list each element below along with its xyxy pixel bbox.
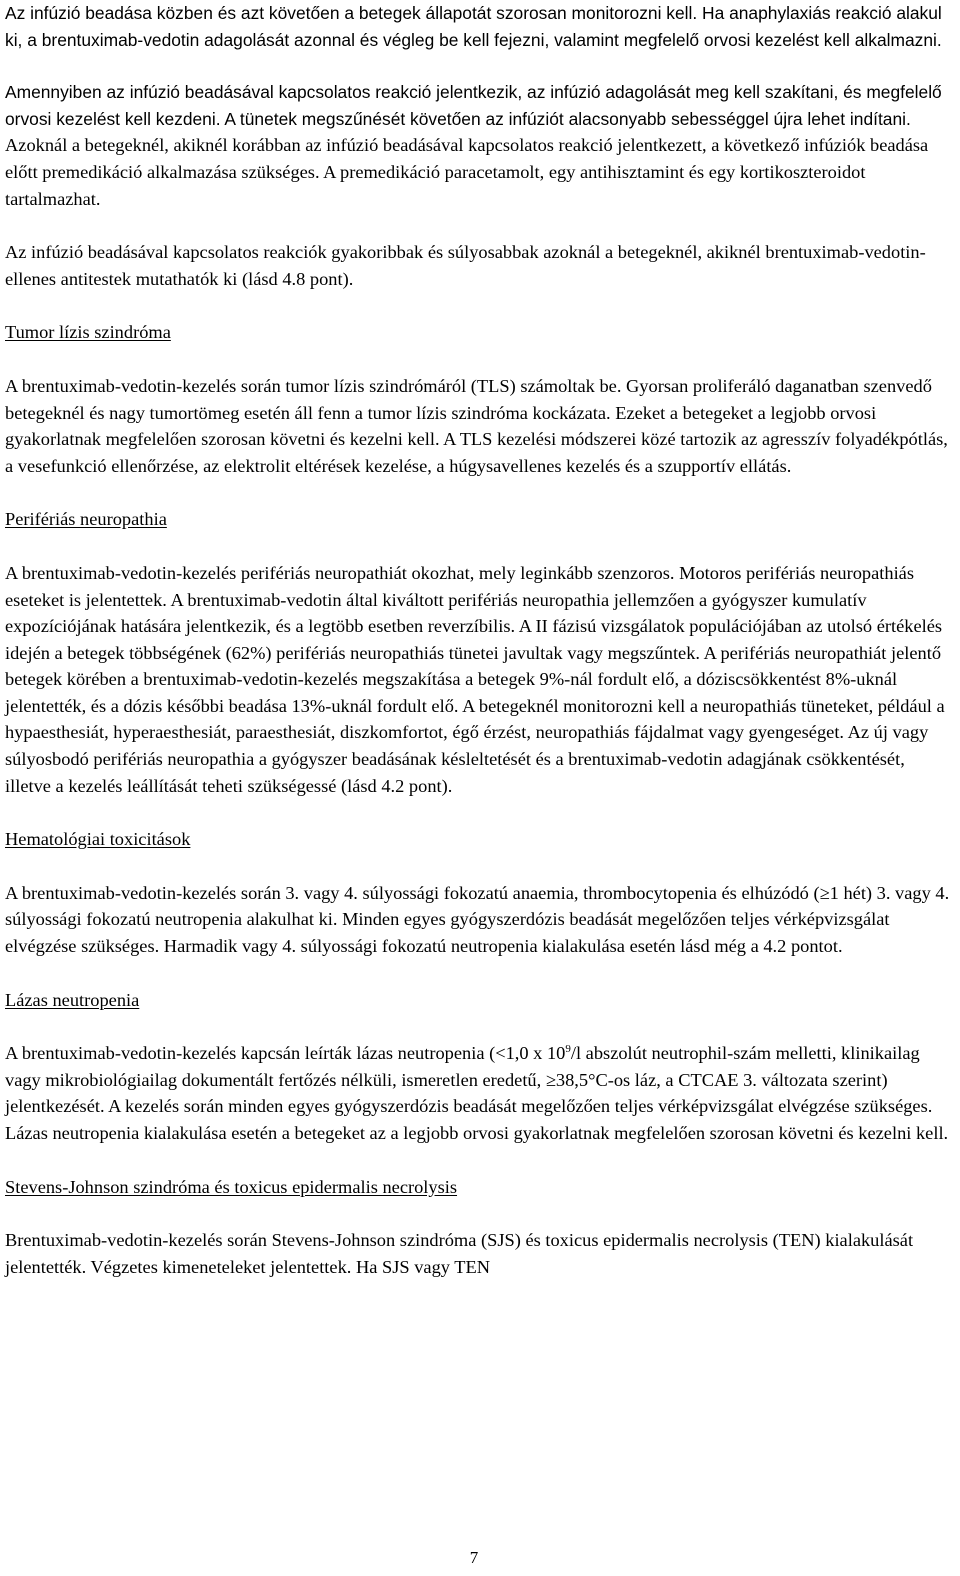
neuropathy-heading: Perifériás neuropathia [5,509,167,530]
infusion-reaction-text-b: Azoknál a betegeknél, akiknél korábban az infúzió beadásával kapcsolatos reakció jelentkezett, a következő infúziók beadása előtt premedikáció alkalmazása szükséges. A premedikáció paracetamolt, egy antihisztamint és egy kortikoszteroidot tartalmazhat. [5,135,929,209]
infusion-reaction-text-a: Amennyiben az infúzió beadásával kapcsolatos reakció jelentkezik, az infúzió adagolását meg kell szakítani, és megfelelő orvosi kezelést kell kezdeni. A tünetek megszűnését követően az infúziót alacsonyabb sebességgel újra lehet indítani. [5,82,942,129]
neuropathy-paragraph: A brentuximab-vedotin-kezelés perifériás neuropathiát okozhat, mely leginkább szenzoros. Motoros perifériás neuropathiás eseteket is jelentettek. A brentuximab-vedotin által kiváltott perifériás neuropathia jellemzően a gyógyszer kumulatív expozíciójának hatására jelentkezik, és a legtöbb esetben reverzíbilis. A II fázisú vizsgálatok populációjában az utolsó értékelés idején a betegek többségének (62%) perifériás neuropathiás tünetei javultak vagy megszűntek. A perifériás neuropathiát jelentő betegek körében a brentuximab-vedotin-kezelés megszakítása a betegek 9%-nál fordult elő, a dóziscsökkentést 8%-uknál jelentették, és a dózis későbbi beadása 13%-uknál fordult elő. A betegeknél monitorozni kell a neuropathiás tüneteket, például a hypaesthesiát, hyperaesthesiát, paraesthesiát, diszkomfortot, égő érzést, neuropathiás fájdalmat vagy gyengeséget. Az új vagy súlyosbodó perifériás neuropathia a gyógyszer beadásának késleltetését és a brentuximab-vedotin adagjának csökkentését, illetve a kezelés leállítását teheti szükségessé (lásd 4.2 pont). [5,562,945,796]
hematologic-heading: Hematológiai toxicitások [5,829,191,850]
sjs-ten-heading: Stevens-Johnson szindróma és toxicus epidermalis necrolysis [5,1176,458,1197]
febrile-exponent: 9 [565,1043,571,1056]
sjs-ten-paragraph: Brentuximab-vedotin-kezelés során Stevens-Johnson szindróma (SJS) és toxicus epidermalis necrolysis (TEN) kialakulását jelentették. Végzetes kimeneteleket jelentettek. Ha SJS vagy TEN [5,1230,914,1277]
document-page [5,0,955,1280]
febrile-text-before: A brentuximab-vedotin-kezelés kapcsán leírták lázas neutropenia (<1,0 x 10 [5,1043,566,1064]
febrile-neutropenia-paragraph [5,1040,955,1146]
tls-heading: Tumor lízis szindróma [5,322,171,343]
infusion-monitoring-paragraph: Az infúzió beadása közben és azt követően a betegek állapotát szorosan monitorozni kell. Ha anaphylaxiás reakció alakul ki, a brentuximab-vedotin adagolását azonnal és végleg be kell fejezni, valamint megfelelő orvosi kezelést kell alkalmazni. [5,3,942,50]
page-number: 7 [469,1548,479,1567]
antibody-reaction-paragraph: Az infúzió beadásával kapcsolatos reakciók gyakoribbak és súlyosabbak azoknál a betegeknél, akiknél brentuximab-vedotin-ellenes antitestek mutathatók ki (lásd 4.8 pont). [5,242,926,289]
febrile-neutropenia-heading: Lázas neutropenia [5,989,140,1010]
febrile-text-after: /l abszolút neutrophil-szám melletti, klinikailag vagy mikrobiológiailag dokumentált fertőzés nélküli, ismeretlen eredetű, ≥38,5°C-os láz, a CTCAE 3. változata szerint) jelentkezését. A kezelés során minden egyes gyógyszerdózis beadását megelőzően teljes vérképvizsgálat elvégzése szükséges. Lázas neutropenia kialakulása esetén a betegeket az a legjobb orvosi gyakorlatnak megfelelően szorosan követni és kezelni kell. [5,1043,949,1143]
infusion-reaction-paragraph [5,79,955,212]
tls-paragraph: A brentuximab-vedotin-kezelés során tumor lízis szindrómáról (TLS) számoltak be. Gyorsan proliferáló daganatban szenvedő betegeknél és nagy tumortömeg esetén áll fenn a tumor lízis szindróma kockázata. Ezeket a betegeket a legjobb orvosi gyakorlatnak megfelelően szorosan követni és kezelni kell. A TLS kezelési módszerei közé tartozik az agresszív folyadékpótlás, a vesefunkció ellenőrzése, az elektrolit eltérések kezelése, a húgysavellenes kezelés és a szupportív ellátás. [5,375,948,476]
hematologic-paragraph: A brentuximab-vedotin-kezelés során 3. vagy 4. súlyossági fokozatú anaemia, thrombocytopenia és elhúzódó (≥1 hét) 3. vagy 4. súlyossági fokozatú neutropenia alakulhat ki. Minden egyes gyógyszerdózis beadását megelőzően teljes vérképvizsgálat elvégzése szükséges. Harmadik vagy 4. súlyossági fokozatú neutropenia kialakulása esetén lásd még a 4.2 pontot. [5,882,950,957]
